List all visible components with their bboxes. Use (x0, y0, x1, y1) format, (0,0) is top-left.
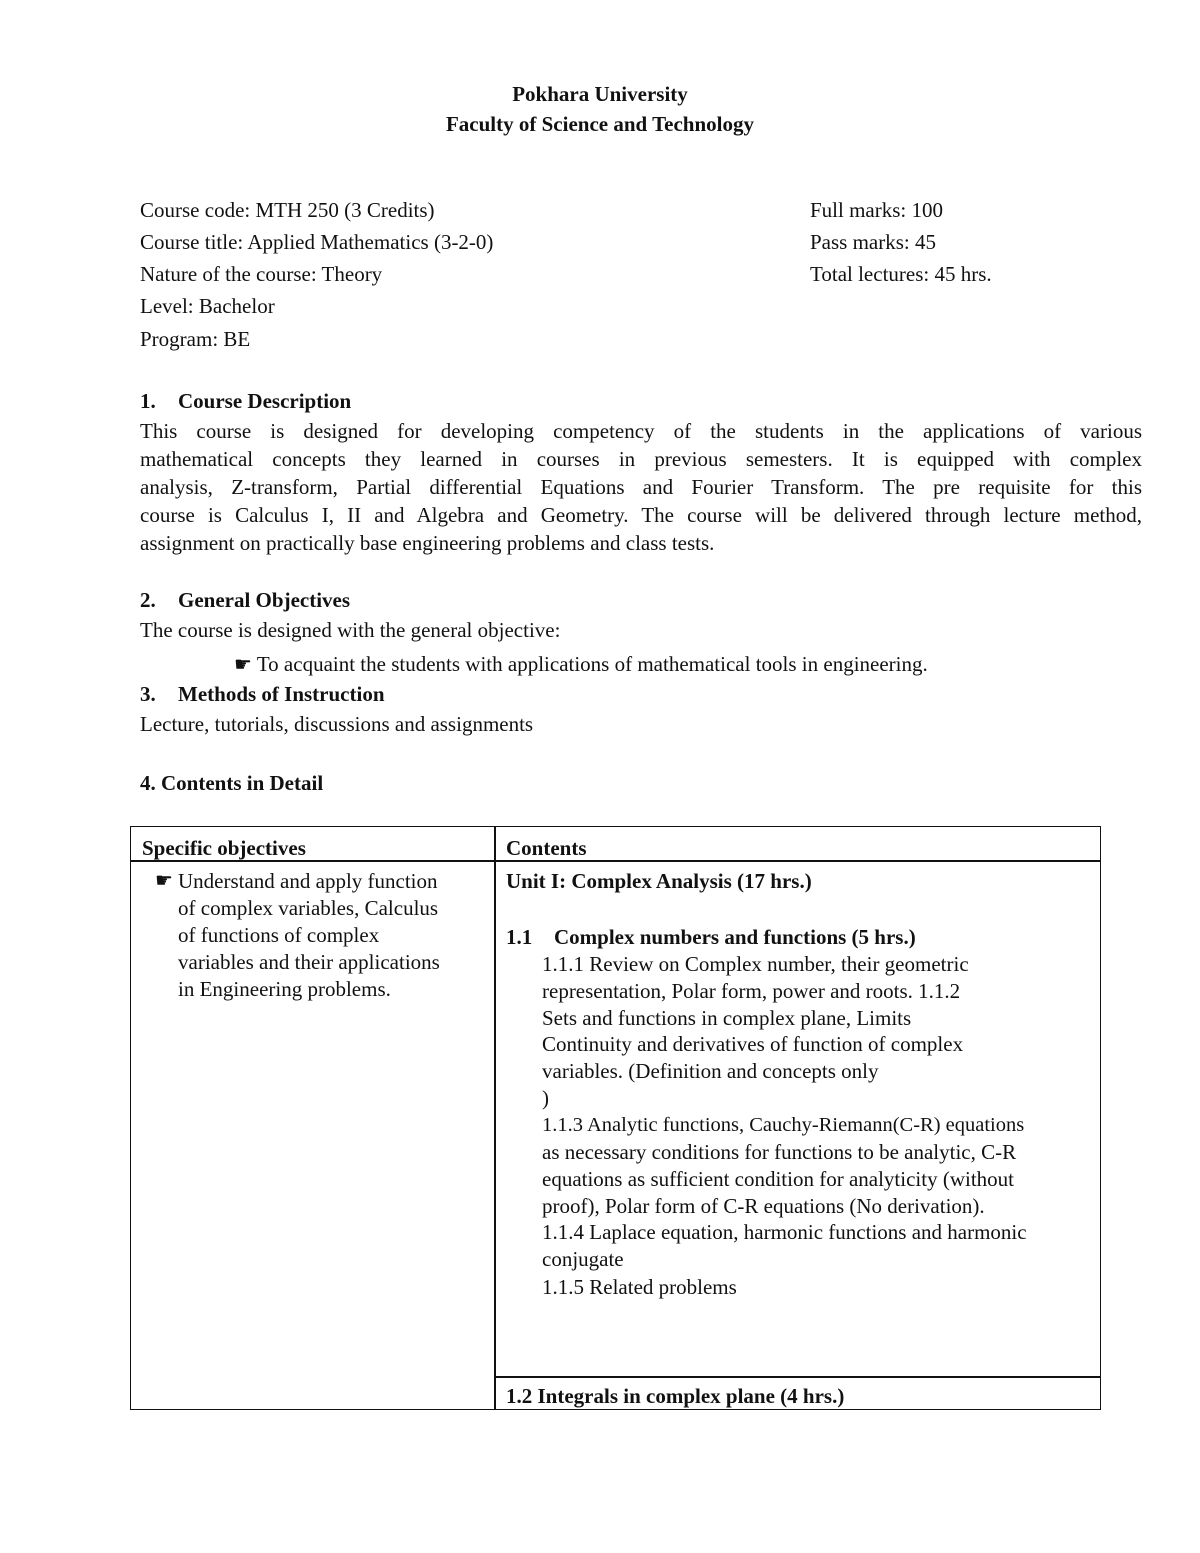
section-heading-contents: 4. Contents in Detail (140, 771, 324, 795)
pass-marks: Pass marks: 45 (810, 230, 936, 254)
section-number: 2. (140, 588, 156, 612)
content-line: Continuity and derivatives of function of complex (542, 1032, 964, 1056)
paragraph-line: assignment on practically base engineering problems and class tests. (140, 531, 715, 555)
section-number: 3. (140, 682, 156, 706)
content-line: 1.1.3 Analytic functions, Cauchy-Riemann(C-R) equations (542, 1114, 1025, 1136)
content-line: ) (542, 1086, 549, 1110)
section-title: Methods of Instruction (178, 682, 385, 706)
course-nature: Nature of the course: Theory (140, 262, 383, 286)
unit-title: Unit I: Complex Analysis (17 hrs.) (506, 869, 812, 893)
table-divider (494, 826, 496, 1410)
content-line: 1.1.5 Related problems (542, 1275, 737, 1299)
objective-line: of complex variables, Calculus (178, 896, 439, 920)
table-header-contents: Contents (506, 836, 587, 860)
section-title: Course Description (178, 389, 352, 413)
paragraph-line: course is Calculus I, II and Algebra and Geometry. The course will be delivered through lecture method, (140, 503, 1142, 527)
subsection-title: Complex numbers and functions (5 hrs.) (554, 925, 916, 949)
content-line: Sets and functions in complex plane, Limits (542, 1006, 912, 1030)
course-level: Level: Bachelor (140, 294, 275, 318)
objective-line: variables and their applications (178, 950, 440, 974)
course-code: Course code: MTH 250 (3 Credits) (140, 198, 435, 222)
faculty-name: Faculty of Science and Technology (445, 112, 755, 136)
content-line: equations as sufficient condition for analyticity (without (542, 1167, 1015, 1191)
course-title: Course title: Applied Mathematics (3-2-0) (140, 230, 494, 254)
content-line: as necessary conditions for functions to be analytic, C-R (542, 1140, 1017, 1164)
pointing-hand-icon: ☛ (155, 870, 173, 892)
next-subsection-heading: 1.2 Integrals in complex plane (4 hrs.) (506, 1384, 845, 1408)
course-description-paragraph (140, 417, 1142, 557)
section-heading-general-objectives (140, 588, 350, 613)
section-heading-course-description (140, 389, 351, 414)
objective-bullet (234, 652, 928, 677)
content-line: variables. (Definition and concepts only (542, 1059, 879, 1083)
paragraph-line: This course is designed for developing competency of the students in the applications of various (140, 419, 1142, 443)
section-heading-methods (140, 682, 385, 707)
objective-line: of functions of complex (178, 923, 380, 947)
objective-bullet-text: To acquaint the students with applications of mathematical tools in engineering. (256, 652, 928, 676)
paragraph-line: mathematical concepts they learned in courses in previous semesters. It is equipped with complex (140, 447, 1142, 471)
full-marks: Full marks: 100 (810, 198, 944, 222)
content-line: 1.1.1 Review on Complex number, their geometric (542, 952, 969, 976)
table-header-objectives: Specific objectives (142, 836, 306, 860)
objective-line: Understand and apply function (178, 869, 438, 893)
section-title: General Objectives (178, 588, 351, 612)
content-line: representation, Polar form, power and roots. 1.1.2 (542, 979, 961, 1003)
pointing-hand-icon: ☛ (234, 654, 252, 676)
total-lectures: Total lectures: 45 hrs. (810, 262, 992, 286)
objective-icon-wrap (155, 868, 173, 893)
course-program: Program: BE (140, 327, 251, 351)
content-line: conjugate (542, 1247, 624, 1271)
subsection-number: 1.1 (506, 925, 533, 949)
objective-line: in Engineering problems. (178, 977, 391, 1001)
subsection-heading (506, 924, 916, 951)
university-name: Pokhara University (512, 82, 688, 106)
objectives-intro: The course is designed with the general objective: (140, 618, 561, 642)
content-line: proof), Polar form of C-R equations (No derivation). (542, 1194, 985, 1218)
paragraph-line: analysis, Z-transform, Partial differential Equations and Fourier Transform. The pre requisite for this (140, 475, 1142, 499)
section-number: 1. (140, 389, 156, 413)
methods-text: Lecture, tutorials, discussions and assignments (140, 712, 534, 736)
table-divider (494, 1376, 1101, 1378)
content-line: 1.1.4 Laplace equation, harmonic functions and harmonic (542, 1220, 1027, 1244)
